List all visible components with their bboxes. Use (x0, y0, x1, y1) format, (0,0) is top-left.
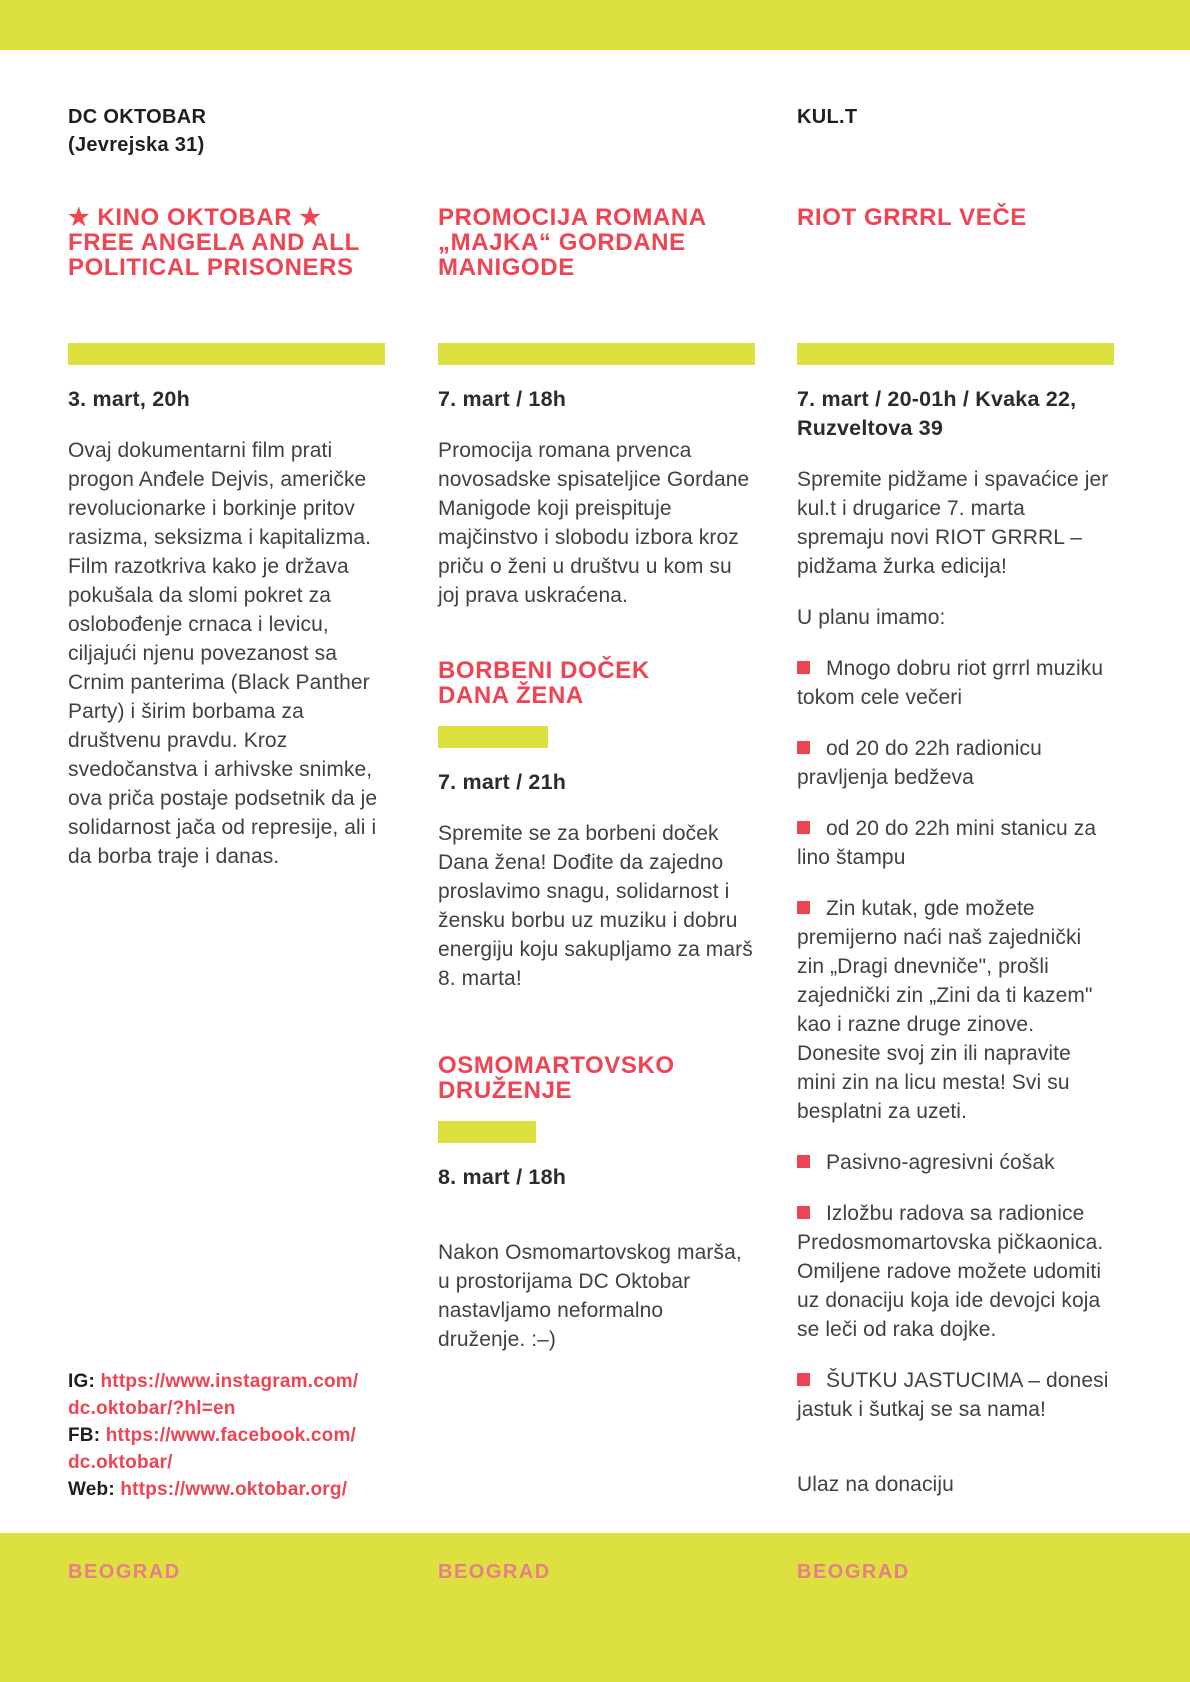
event-heading-block (68, 205, 385, 343)
column-dc-oktobar-events (438, 205, 755, 1533)
bullet-text: Pasivno-agresivni ćošak (826, 1151, 1055, 1174)
event-datetime: 7. mart / 21h (438, 770, 567, 794)
header-venue-dc-oktobar (68, 103, 385, 159)
instagram-url-line: dc.oktobar/?hl=en (68, 1398, 236, 1419)
instagram-link-line (68, 1368, 385, 1422)
event-description: Ovaj dokumentarni film prati progon Anđele Dejvis, američke revolucionarke i borkinje pritov rasizma, seksizma i kapitalizma. Film razotkriva kako je država pokušala da slomi pokret za oslobođenje crnaca i levicu, ciljajući njenu povezanost sa Crnim panterima (Black Panther Party) i širim borbama za društvenu pravdu. Kroz svedočanstva i arhivske snimke, ova priča postaje podsetnik da je solidarnost jača od represije, ali i da borba traje i danas. (68, 439, 378, 868)
social-links (68, 1368, 385, 1503)
footer-bar (0, 1533, 1190, 1682)
event-title-line: DRUŽENJE (438, 1077, 573, 1104)
plan-bullet-item (797, 894, 1114, 1126)
event-title-line: PROMOCIJA ROMANA (438, 204, 707, 231)
accent-bar (438, 726, 548, 748)
instagram-link[interactable] (68, 1371, 385, 1422)
header-spacer (438, 103, 755, 159)
plan-bullet-item (797, 654, 1114, 712)
bullet-square-icon (797, 901, 810, 914)
event-title-line: MANIGODE (438, 254, 575, 281)
website-url-line: https://www.oktobar.org/ (120, 1479, 348, 1500)
venue-name: DC OKTOBAR (68, 106, 207, 128)
event-title-line: RIOT GRRRL VEČE (797, 204, 1027, 231)
facebook-url-line: https://www.facebook.com/ (105, 1425, 357, 1446)
event-intro: Spremite pidžame i spavaćice jer kul.t i drugarice 7. marta spremaju novi RIOT GRRRL – pidžama žurka edicija! (797, 468, 1109, 578)
event-description: Nakon Osmomartovskog marša, u prostorijama DC Oktobar nastavljamo neformalno druženje. :–) (438, 1241, 742, 1351)
facebook-link[interactable] (68, 1425, 385, 1476)
event-title-line: POLITICAL PRISONERS (68, 254, 354, 281)
footer-city-label: BEOGRAD (438, 1561, 551, 1583)
event-title-line: FREE ANGELA AND ALL (68, 229, 360, 256)
plan-bullet-item (797, 1199, 1114, 1344)
venue-name: KUL.T (797, 106, 858, 128)
footer-city-label: BEOGRAD (68, 1561, 181, 1583)
event-title-borbeni-docek (438, 658, 755, 708)
event-datetime: 8. mart / 18h (438, 1165, 567, 1189)
event-datetime: 3. mart, 20h (68, 387, 190, 411)
instagram-label: IG: (68, 1371, 95, 1392)
event-title-free-angela (68, 205, 385, 280)
plan-label: U planu imamo: (797, 606, 946, 629)
column-kino-oktobar (68, 205, 385, 1533)
event-description: Promocija romana prvenca novosadske spisateljice Gordane Manigode koji preispituje majčinstvo i slobodu izbora kroz priču o ženi u društvu u kom su joj prava uskraćena. (438, 439, 750, 607)
bullet-text: od 20 do 22h radionicu pravljenja bedževa (797, 737, 1042, 789)
footer-city-label: BEOGRAD (797, 1561, 910, 1583)
event-heading-block (797, 205, 1114, 343)
website-link-line (68, 1476, 385, 1503)
event-heading-block (438, 205, 755, 343)
facebook-url-line: dc.oktobar/ (68, 1452, 173, 1473)
event-datetime-line: 7. mart / 20-01h / Kvaka 22, (797, 387, 1077, 411)
column-riot-grrrl (797, 205, 1114, 1533)
bullet-text: Zin kutak, gde možete premijerno naći naš zajednički zin „Dragi dnevniče", prošli zajednički zin „Zini da ti kazem" kao i razne druge zinove. Donesite svoj zin ili napravite mini zin na licu mesta! Svi su besplatni za uzeti. (797, 897, 1093, 1123)
facebook-link-line (68, 1422, 385, 1476)
top-accent-bar (0, 0, 1190, 50)
header-venue-kult (797, 103, 1114, 159)
plan-bullet-item (797, 1366, 1114, 1424)
plan-bullet-item (797, 734, 1114, 792)
page-header (0, 103, 1190, 159)
bullet-square-icon (797, 1155, 810, 1168)
bullet-square-icon (797, 821, 810, 834)
bullet-text: ŠUTKU JASTUCIMA – donesi jastuk i šutkaj se sa nama! (797, 1369, 1109, 1421)
bullet-text: Izložbu radova sa radionice Predosmomartovska pičkaonica. Omiljene radove možete udomiti uz donaciju koja ide devojci koja se leči od raka dojke. (797, 1202, 1104, 1341)
event-title-line: DANA ŽENA (438, 682, 584, 709)
accent-bar (438, 343, 755, 365)
accent-bar (68, 343, 385, 365)
event-title-line: „MAJKA“ GORDANE (438, 229, 686, 256)
bullet-text: Mnogo dobru riot grrrl muziku tokom cele večeri (797, 657, 1104, 709)
event-title-line: ★ KINO OKTOBAR ★ (68, 204, 322, 231)
bullet-square-icon (797, 741, 810, 754)
event-datetime-line: Ruzveltova 39 (797, 416, 943, 440)
event-title-line: OSMOMARTOVSKO (438, 1052, 675, 1079)
accent-bar (438, 1121, 536, 1143)
content-columns (0, 205, 1190, 1533)
event-title-promocija-majka (438, 205, 755, 280)
bullet-square-icon (797, 1206, 810, 1219)
facebook-label: FB: (68, 1425, 101, 1446)
event-datetime: 7. mart / 18h (438, 387, 567, 411)
plan-bullet-item (797, 814, 1114, 872)
website-label: Web: (68, 1479, 115, 1500)
entry-note: Ulaz na donaciju (797, 1473, 954, 1496)
event-datetime (797, 385, 1114, 443)
plan-bullet-item (797, 1148, 1114, 1177)
event-title-riot-grrrl (797, 205, 1114, 230)
instagram-url-line: https://www.instagram.com/ (100, 1371, 359, 1392)
bullet-square-icon (797, 1373, 810, 1386)
bullet-text: od 20 do 22h mini stanicu za lino štampu (797, 817, 1097, 869)
event-title-osmomartovsko (438, 1053, 755, 1103)
venue-address: (Jevrejska 31) (68, 134, 205, 156)
event-description: Spremite se za borbeni doček Dana žena! Dođite da zajedno proslavimo snagu, solidarnost i žensku borbu uz muziku i dobru energiju koju sakupljamo za marš 8. marta! (438, 822, 753, 990)
bullet-square-icon (797, 661, 810, 674)
website-link[interactable] (120, 1479, 347, 1500)
event-title-line: BORBENI DOČEK (438, 657, 650, 684)
accent-bar (797, 343, 1114, 365)
